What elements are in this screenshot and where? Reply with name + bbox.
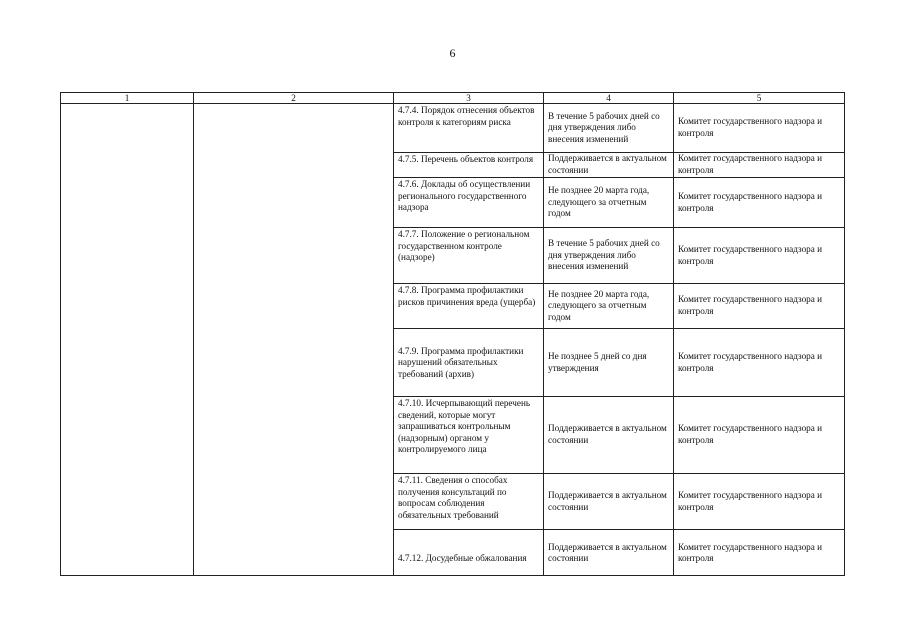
responsible-cell: Комитет государственного надзора и контроля (674, 397, 845, 474)
responsible-cell: Комитет государственного надзора и контроля (674, 329, 845, 397)
responsible-cell: Комитет государственного надзора и контроля (674, 228, 845, 284)
table-row (61, 104, 845, 153)
header-col-5: 5 (674, 93, 845, 104)
deadline-cell: Не позднее 5 дней со дня утверждения (544, 329, 674, 397)
item-cell: 4.7.7. Положение о региональном государственном контроле (надзоре) (394, 228, 544, 284)
deadline-cell: В течение 5 рабочих дней со дня утверждения либо внесения изменений (544, 104, 674, 153)
merged-cell-col-2 (194, 104, 394, 576)
deadline-cell: Поддерживается в актуальном состоянии (544, 474, 674, 530)
responsible-cell: Комитет государственного надзора и контроля (674, 530, 845, 576)
item-cell: 4.7.10. Исчерпывающий перечень сведений, которые могут запрашиваться контрольным (надзорным) органом у контролируемого лица (394, 397, 544, 474)
responsible-cell: Комитет государственного надзора и контроля (674, 474, 845, 530)
deadline-cell: Поддерживается в актуальном состоянии (544, 153, 674, 178)
responsible-cell: Комитет государственного надзора и контроля (674, 178, 845, 228)
responsible-cell: Комитет государственного надзора и контроля (674, 153, 845, 178)
header-col-4: 4 (544, 93, 674, 104)
deadline-cell: Поддерживается в актуальном состоянии (544, 397, 674, 474)
deadline-cell: В течение 5 рабочих дней со дня утверждения либо внесения изменений (544, 228, 674, 284)
item-cell: 4.7.6. Доклады об осуществлении регионального государственного надзора (394, 178, 544, 228)
item-cell: 4.7.5. Перечень объектов контроля (394, 153, 544, 178)
item-cell: 4.7.12. Досудебные обжалования (394, 530, 544, 576)
merged-cell-col-1 (61, 104, 194, 576)
header-row (61, 93, 845, 104)
item-cell: 4.7.11. Сведения о способах получения консультаций по вопросам соблюдения обязательных требований (394, 474, 544, 530)
item-cell: 4.7.8. Программа профилактики рисков причинения вреда (ущерба) (394, 284, 544, 329)
header-col-2: 2 (194, 93, 394, 104)
header-col-3: 3 (394, 93, 544, 104)
deadline-cell: Не позднее 20 марта года, следующего за отчетным годом (544, 178, 674, 228)
responsible-cell: Комитет государственного надзора и контроля (674, 284, 845, 329)
header-col-1: 1 (61, 93, 194, 104)
page-number: 6 (449, 46, 456, 60)
deadline-cell: Не позднее 20 марта года, следующего за отчетным годом (544, 284, 674, 329)
item-cell: 4.7.9. Программа профилактики нарушений обязательных требований (архив) (394, 329, 544, 397)
responsible-cell: Комитет государственного надзора и контроля (674, 104, 845, 153)
item-cell: 4.7.4. Порядок отнесения объектов контроля к категориям риска (394, 104, 544, 153)
document-table (60, 92, 845, 576)
deadline-cell: Поддерживается в актуальном состоянии (544, 530, 674, 576)
